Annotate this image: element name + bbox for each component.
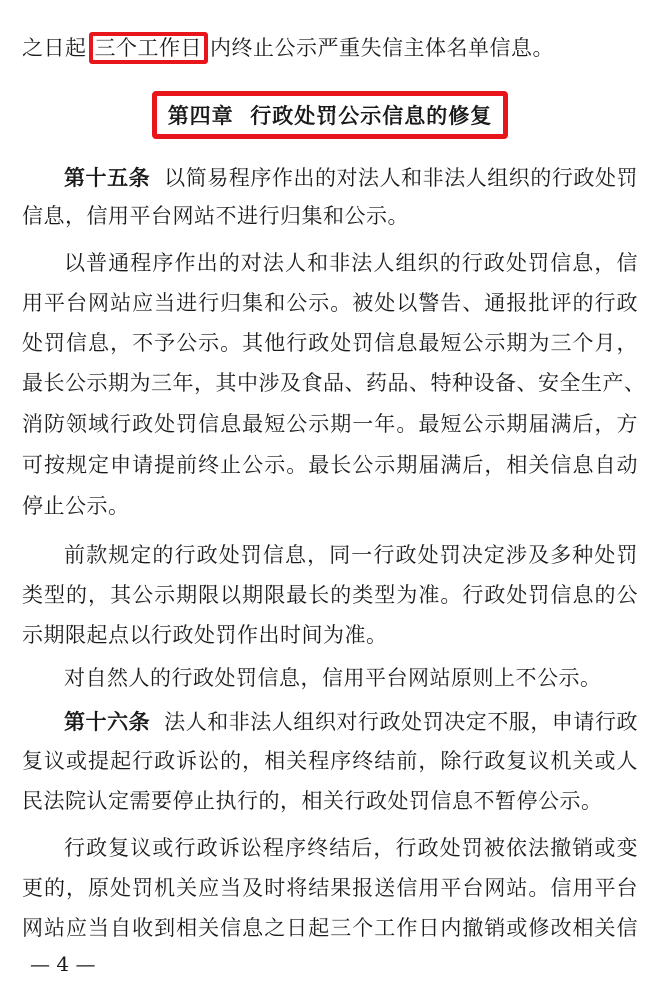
paragraph-line: 停止公示。 (22, 494, 130, 518)
chapter-title-text: 第四章 行政处罚公示信息的修复 (167, 104, 493, 128)
text-fragment: 法人和非法人组织对行政处罚决定不服，申请行政 (164, 710, 639, 734)
paragraph-line: 网站应当自收到相关信息之日起三个工作日内撤销或修改相关信 (22, 916, 638, 940)
paragraph-line: 类型的，其公示期限以期限最长的类型为准。行政处罚信息的公 (22, 583, 638, 607)
article-line (64, 163, 638, 193)
text-fragment: 之日起 (22, 36, 87, 60)
text-fragment: 内终止公示严重失信主体名单信息。 (210, 36, 554, 60)
paragraph-line: 行政复议或行政诉讼程序终结后，行政处罚被依法撤销或变 (64, 836, 638, 860)
paragraph-line: 可按规定申请提前终止公示。最长公示期届满后，相关信息自动 (22, 453, 638, 477)
paragraph-line: 复议或提起行政诉讼的，相关程序终结前，除行政复议机关或人 (22, 749, 638, 773)
paragraph-line (22, 33, 638, 63)
paragraph-line: 更的，原处罚机关应当及时将结果报送信用平台网站。信用平台 (22, 876, 638, 900)
paragraph-line: 示期限起点以行政处罚作出时间为准。 (22, 623, 388, 647)
paragraph-line: 以普通程序作出的对法人和非法人组织的行政处罚信息，信 (64, 251, 638, 275)
paragraph-line: 对自然人的行政处罚信息，信用平台网站原则上不公示。 (64, 666, 602, 690)
paragraph-line: 用平台网站应当进行归集和公示。被处以警告、通报批评的行政 (22, 291, 638, 315)
paragraph-line: 消防领域行政处罚信息最短公示期一年。最短公示期届满后，方 (22, 412, 638, 436)
page-number: — 4 — (30, 952, 96, 976)
paragraph-line: 民法院认定需要停止执行的，相关行政处罚信息不暂停公示。 (22, 789, 603, 813)
article-label: 第十六条 (64, 710, 151, 734)
paragraph-line: 最长公示期为三年，其中涉及食品、药品、特种设备、安全生产、 (22, 371, 646, 395)
paragraph-line: 信息，信用平台网站不进行归集和公示。 (22, 204, 409, 228)
paragraph-line: 前款规定的行政处罚信息，同一行政处罚决定涉及多种处罚 (64, 543, 638, 567)
highlighted-phrase: 三个工作日 (89, 32, 209, 64)
paragraph-line: 处罚信息，不予公示。其他行政处罚信息最短公示期为三个月， (22, 331, 638, 355)
article-label: 第十五条 (64, 166, 151, 190)
chapter-title (152, 91, 508, 139)
article-line (64, 707, 638, 737)
text-fragment: 以简易程序作出的对法人和非法人组织的行政处罚 (164, 166, 639, 190)
